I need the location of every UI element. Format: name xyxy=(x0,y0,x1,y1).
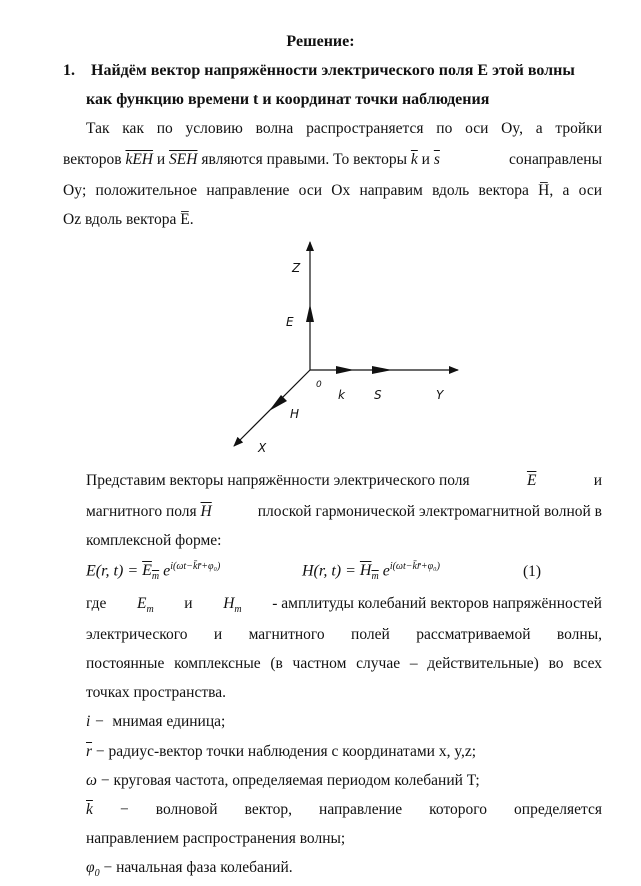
vector-s: $\overline{s}$ xyxy=(433,151,440,168)
label-x: X xyxy=(258,441,267,455)
coordinate-diagram xyxy=(220,230,480,460)
formula-h: H(r, $t) = H_m$ $e^{i(\omega t-k̄r̄+\varphi_0)}$ xyxy=(302,561,440,583)
formula-e: E(r, $t) = E_m$ $e^{i(\omega t-k̄r̄+\varphi_0)}$ xyxy=(86,561,221,583)
section-heading-text1: Найдём вектор напряжённости электрического поля E этой волны xyxy=(91,62,575,79)
label-s: S xyxy=(374,388,382,402)
para3-line4: точках пространства. xyxy=(86,684,226,701)
def-k-line2: направлением распространения волны; xyxy=(86,830,346,847)
para1-line2: векторов $\overline{kEH}$ и $\overline{SEH}$ являются правыми. То векторы $\overline{k}$ и $\overline{s}$ сонаправлены xyxy=(63,151,602,168)
para2-line1: Представим векторы напряжённости электрического поля $\overline{E}$ и xyxy=(86,472,602,489)
para1-line4: Oz вдоль вектора E̅. xyxy=(63,211,194,228)
para3-line1: где $E_m$ и $H_m$ - амплитуды колебаний векторов напряжённостей xyxy=(86,595,602,616)
label-k: k xyxy=(338,388,345,402)
def-k: $\overline{k}$ − волновой вектор, направление которого определяется xyxy=(86,801,603,818)
s-vector-arrow xyxy=(372,366,392,374)
solution-title: Решение: xyxy=(286,33,355,50)
para3-line2: электрического и магнитного полей рассматриваемой волны, xyxy=(86,626,602,643)
def-r: $\overline{r}$ − радиус-вектор точки наблюдения с координатами x, y,z; xyxy=(86,743,477,760)
para1-line1: Так как по условию волна распространяется по оси Oy, а тройки xyxy=(86,120,602,137)
vector-h-sym: $\overline{H}$ xyxy=(200,503,212,520)
label-h: H xyxy=(290,407,300,421)
def-i: i − мнимая единица; xyxy=(86,713,226,730)
vector-triple-seh: $\overline{SEH}$ xyxy=(169,151,198,168)
def-phi: $\varphi_0$ − начальная фаза колебаний. xyxy=(86,859,293,880)
e-vector-arrow xyxy=(306,304,314,322)
vector-k: $\overline{k}$ xyxy=(410,151,418,168)
def-omega: ω − круговая частота, определяемая периодом колебаний T; xyxy=(86,772,480,789)
para2-line2: магнитного поля $\overline{H}$ плоской гармонической электромагнитной волной в xyxy=(86,503,602,520)
section-heading-line1 xyxy=(63,62,575,80)
label-e: E xyxy=(286,315,294,329)
h-vector-arrow xyxy=(269,395,287,411)
para1-line3: Oy; положительное направление оси Ox направим вдоль вектора H̅, а оси xyxy=(63,182,602,199)
label-z: Z xyxy=(292,261,301,275)
k-vector-arrow xyxy=(336,366,354,374)
formula-number: (1) xyxy=(523,563,542,580)
label-origin: 0 xyxy=(316,380,322,390)
label-y: Y xyxy=(436,388,444,402)
para3-line3: постоянные комплексные (в частном случае – действительные) во всех xyxy=(86,655,602,672)
section-number: 1. xyxy=(63,62,75,79)
para2-line3: комплексной форме: xyxy=(86,532,222,549)
vector-e-sym: $\overline{E}$ xyxy=(526,472,537,489)
vector-triple-keh: $\overline{kEH}$ xyxy=(125,151,153,168)
section-heading-line2: как функцию времени t и координат точки наблюдения xyxy=(86,91,490,108)
